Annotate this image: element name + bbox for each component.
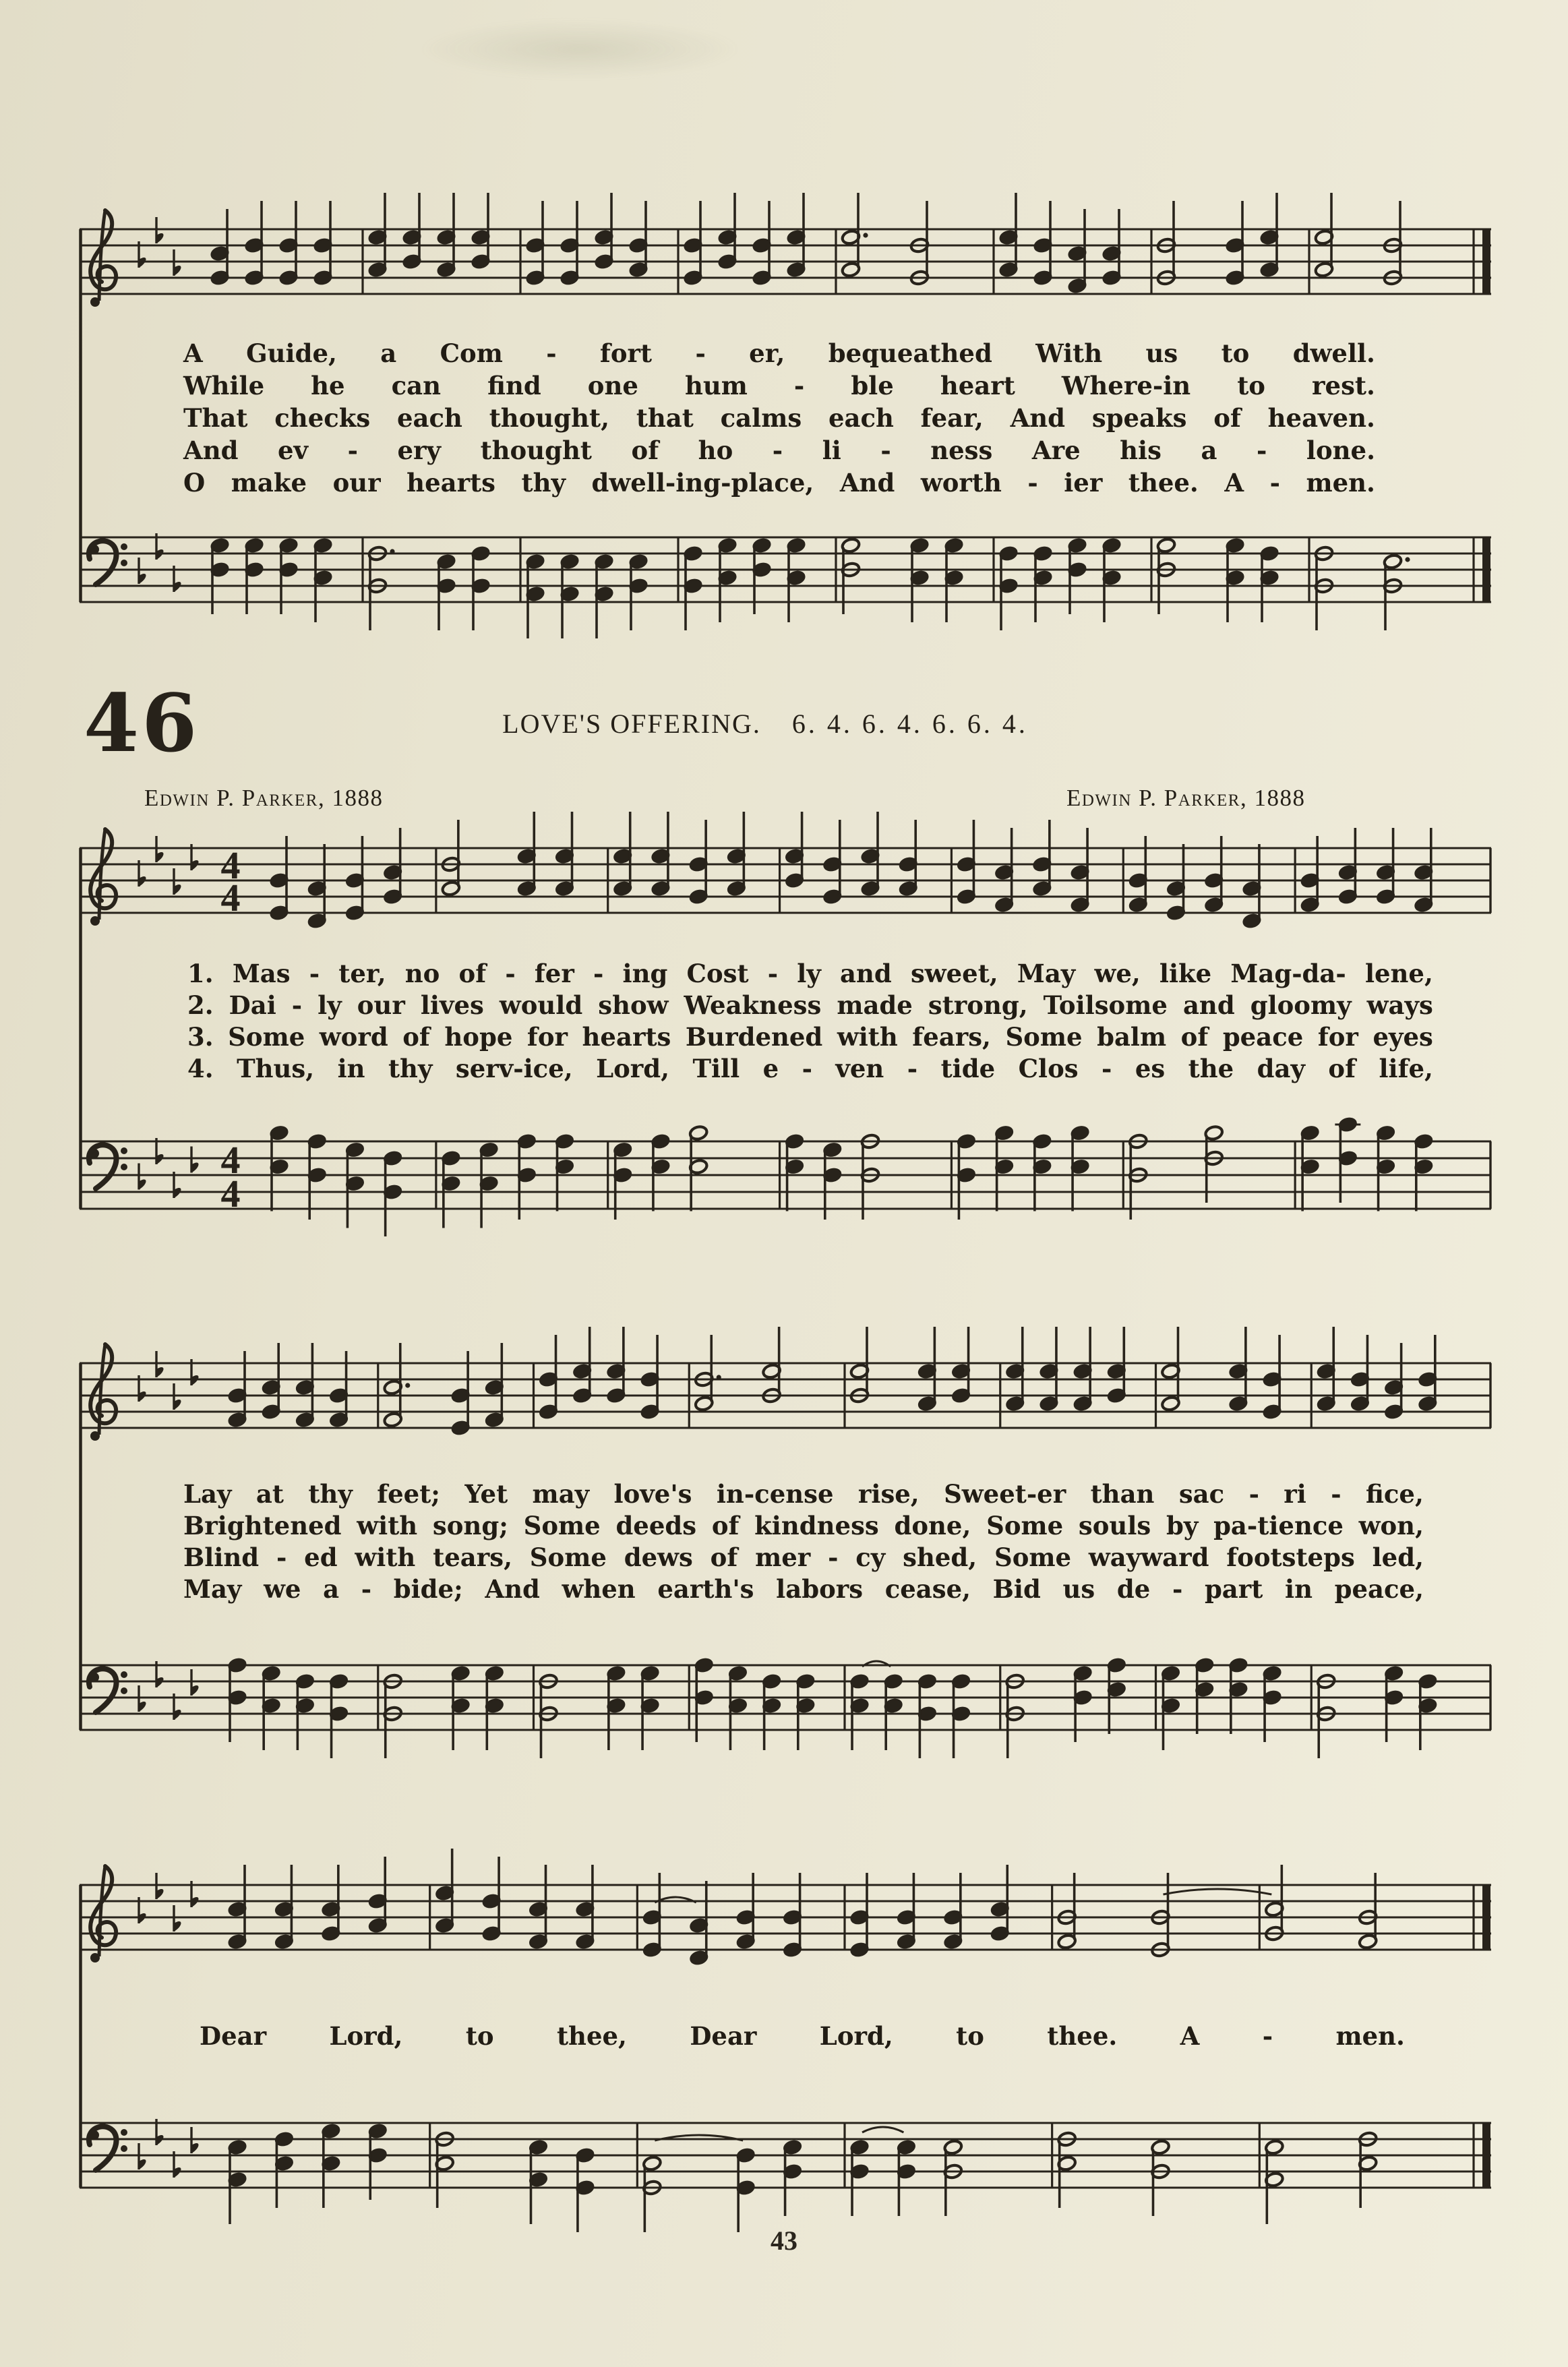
lyric-token: that — [636, 403, 694, 433]
lyric-token: lene, — [1364, 959, 1433, 988]
lyric-token: - — [828, 1542, 839, 1572]
lyric-token: of — [458, 959, 487, 988]
lyric-token: May — [183, 1574, 242, 1604]
lyric-token: ly — [318, 990, 342, 1020]
page-number: 43 — [771, 2225, 797, 2256]
lyric-token: - — [1257, 436, 1267, 465]
lyric-token: And — [485, 1574, 540, 1604]
lyric-token: Dear — [690, 2021, 757, 2051]
lyric-token: tears, — [433, 1542, 512, 1572]
lyric-token: balm — [1097, 1022, 1167, 1052]
lyric-token: a — [380, 338, 397, 368]
lyric-token: A — [183, 338, 203, 368]
lyric-token: dews — [624, 1542, 693, 1572]
lyric-token: e — [762, 1054, 779, 1083]
lyric-token: Dai — [229, 990, 276, 1020]
lyric-token: eyes — [1373, 1022, 1433, 1052]
lyric-token: he — [311, 371, 345, 400]
lyric-token: 2. — [187, 990, 214, 1020]
lyric-token: - — [695, 338, 706, 368]
lyric-line — [187, 1022, 1433, 1054]
lyric-token: may — [532, 1479, 590, 1509]
lyric-token: with — [357, 1511, 418, 1540]
lyric-token: ier — [1064, 468, 1103, 498]
lyric-token: show — [598, 990, 669, 1020]
lyric-token: heart — [940, 371, 1015, 400]
lyric-token: Burdened — [685, 1022, 823, 1052]
lyric-token: ho — [698, 436, 733, 465]
lyric-token: hum — [684, 371, 748, 400]
lyric-token: fer — [534, 959, 574, 988]
lyric-token: thought, — [489, 403, 610, 433]
lyric-token: checks — [274, 403, 371, 433]
lyric-line — [187, 959, 1433, 990]
lyric-token: labors — [776, 1574, 864, 1604]
lyric-token: ev — [278, 436, 309, 465]
lyric-line — [183, 1574, 1424, 1606]
lyric-token: Blind — [183, 1542, 260, 1572]
lyric-token: And — [1010, 403, 1066, 433]
lyric-token: er, — [749, 338, 785, 368]
lyric-token: - — [1027, 468, 1038, 498]
lyric-token: with — [355, 1542, 416, 1572]
lyric-token: men. — [1335, 2021, 1405, 2051]
lyric-token: of — [711, 1511, 740, 1540]
lyric-token: dwell-ing-place, — [591, 468, 814, 498]
lyric-token: Some — [986, 1511, 1064, 1540]
lyric-token: speaks — [1091, 403, 1187, 433]
lyric-token: made — [837, 990, 913, 1020]
lyric-token: - — [361, 1574, 372, 1604]
lyric-token: a — [1201, 436, 1217, 465]
lyric-token: thought — [480, 436, 592, 465]
lyric-token: - — [347, 436, 358, 465]
lyric-token: we — [264, 1574, 301, 1604]
lyric-token: fice, — [1365, 1479, 1424, 1509]
lyric-line — [183, 436, 1375, 468]
lyric-token: Com — [440, 338, 503, 368]
lyric-token: - — [767, 959, 779, 988]
svg-text:4: 4 — [220, 1138, 241, 1182]
lyric-token: ri — [1284, 1479, 1306, 1509]
lyric-token: rest. — [1312, 371, 1375, 400]
lyric-token: ing — [622, 959, 668, 988]
hymn-composer: Edwin P. Parker, 1888 — [1066, 785, 1306, 811]
lyric-token: thy — [521, 468, 566, 498]
lyric-token: de — [1116, 1574, 1151, 1604]
lyric-token: cy — [855, 1542, 886, 1572]
lyric-token: of — [1213, 403, 1241, 433]
lyric-token: Lord, — [596, 1054, 670, 1083]
lyric-token: and — [1182, 990, 1235, 1020]
lyric-line — [183, 403, 1375, 436]
lyric-token: to — [1237, 371, 1265, 400]
lyric-token: Lay — [183, 1479, 232, 1509]
lyric-token: of — [710, 1542, 738, 1572]
lyric-token: with — [837, 1022, 898, 1052]
lyric-token: sweet, — [910, 959, 998, 988]
lyric-token: lone. — [1306, 436, 1375, 465]
lyric-token: - — [802, 1054, 812, 1083]
lyric-token: mer — [755, 1542, 811, 1572]
lyric-token: tide — [940, 1054, 996, 1083]
lyric-token: Dear — [200, 2021, 267, 2051]
lyric-token: earth's — [657, 1574, 754, 1604]
lyric-token: love's — [613, 1479, 692, 1509]
lyric-token: - — [276, 1542, 287, 1572]
lyric-token: his — [1120, 436, 1162, 465]
lyric-token: of — [1180, 1022, 1209, 1052]
paper-bleedthrough-smudge — [418, 19, 742, 80]
lyric-token: done, — [894, 1511, 971, 1540]
lyric-token: ed — [304, 1542, 338, 1572]
lyric-token: thee. — [1047, 2021, 1118, 2051]
lyric-token: thy — [388, 1054, 433, 1083]
lyric-token: thy — [308, 1479, 353, 1509]
lyric-token: Lord, — [329, 2021, 403, 2051]
lyric-token: A — [1224, 468, 1244, 498]
lyric-token: - — [593, 959, 604, 988]
lyric-token: Cost — [686, 959, 749, 988]
lyric-token: no — [404, 959, 440, 988]
lyric-token: 4. — [187, 1054, 214, 1083]
lyric-token: we, — [1094, 959, 1141, 988]
lyric-token: dwell. — [1292, 338, 1375, 368]
lyric-token: song; — [432, 1511, 508, 1540]
lyric-token: day — [1257, 1054, 1305, 1083]
lyric-token: like — [1159, 959, 1212, 988]
lyric-token: our — [332, 468, 381, 498]
lyric-token: While — [183, 371, 265, 400]
lyric-token: strong, — [928, 990, 1028, 1020]
lyric-token: O — [183, 468, 206, 498]
lyric-token: Mag-da- — [1230, 959, 1346, 988]
lyric-token: hearts — [406, 468, 496, 498]
lyric-token: the — [1188, 1054, 1234, 1083]
lyric-token: - — [772, 436, 783, 465]
hymn-author: Edwin P. Parker, 1888 — [144, 785, 384, 811]
lyric-token: each — [828, 403, 894, 433]
lyric-token: of — [1328, 1054, 1356, 1083]
lyric-token: Are — [1031, 436, 1081, 465]
lyric-token: hearts — [582, 1022, 671, 1052]
lyric-token: word — [319, 1022, 388, 1052]
lyric-token: Weakness — [684, 990, 822, 1020]
lyric-token: thee, — [556, 2021, 627, 2051]
lyric-token: Some — [1005, 1022, 1083, 1052]
lyric-token: - — [793, 371, 805, 400]
lyric-token: us — [1062, 1574, 1095, 1604]
lyric-token: thee. — [1128, 468, 1199, 498]
lyric-token: li — [822, 436, 841, 465]
lyric-token: rise, — [857, 1479, 919, 1509]
lyric-token: worth — [920, 468, 1002, 498]
lyric-token: Guide, — [246, 338, 337, 368]
lyric-token: - — [1172, 1574, 1183, 1604]
lyric-token: make — [231, 468, 307, 498]
lyric-token: us — [1145, 338, 1178, 368]
lyric-token: can — [391, 371, 442, 400]
hymn-verse-lines-2 — [183, 1479, 1424, 1606]
lyric-token: in — [337, 1054, 365, 1083]
lyric-token: Where-in — [1061, 371, 1191, 400]
lyric-token: peace, — [1334, 1574, 1424, 1604]
lyric-token: deeds — [615, 1511, 697, 1540]
lyric-token: shed, — [903, 1542, 977, 1572]
lyric-token: footsteps — [1226, 1542, 1355, 1572]
lyric-token: 3. — [187, 1022, 214, 1052]
lyric-token: calms — [720, 403, 802, 433]
lyric-token: feet; — [377, 1479, 440, 1509]
lyric-token: - — [1248, 1479, 1259, 1509]
lyric-token: - — [907, 1054, 918, 1083]
lyric-token: serv-ice, — [455, 1054, 573, 1083]
lyric-token: Some — [529, 1542, 607, 1572]
lyric-token: than — [1090, 1479, 1155, 1509]
lyric-token: ter, — [338, 959, 386, 988]
lyric-token: ble — [851, 371, 894, 400]
lyric-token: Brightened — [183, 1511, 342, 1540]
lyric-token: gloomy — [1250, 990, 1352, 1020]
lyric-token: ways — [1366, 990, 1433, 1020]
lyric-token: ness — [930, 436, 993, 465]
lyric-token: - — [291, 990, 303, 1020]
lyric-token: Mas — [232, 959, 291, 988]
lyric-token: - — [1102, 1054, 1112, 1083]
lyric-token: Sweet-er — [944, 1479, 1066, 1509]
lyric-token: heaven. — [1267, 403, 1375, 433]
lyric-token: fort — [599, 338, 653, 368]
lyric-token: souls — [1078, 1511, 1151, 1540]
lyric-token: kindness — [754, 1511, 879, 1540]
svg-text:4: 4 — [220, 1172, 241, 1216]
lyric-token: Bid — [992, 1574, 1041, 1604]
lyric-token: in-cense — [716, 1479, 834, 1509]
lyric-token: Toilsome — [1043, 990, 1168, 1020]
lyric-token: Some — [228, 1022, 305, 1052]
lyric-token: part — [1204, 1574, 1263, 1604]
lyric-line — [183, 1542, 1424, 1574]
lyric-token: of — [402, 1022, 430, 1052]
lyric-token: And — [183, 436, 239, 465]
lyric-token: for — [526, 1022, 568, 1052]
lyric-line — [183, 1479, 1424, 1511]
lyric-token: bequeathed — [828, 338, 992, 368]
lyric-token: for — [1317, 1022, 1358, 1052]
lyric-token: pa-tience — [1213, 1511, 1344, 1540]
lyric-token: won, — [1358, 1511, 1424, 1540]
lyric-line — [183, 468, 1375, 500]
lyric-token: - — [546, 338, 557, 368]
lyric-token: With — [1035, 338, 1103, 368]
lyric-token: bide; — [393, 1574, 463, 1604]
lyric-token: - — [309, 959, 320, 988]
previous-hymn-lyrics — [183, 338, 1375, 500]
svg-text:4: 4 — [220, 843, 241, 887]
lyric-token: Lord, — [819, 2021, 893, 2051]
lyric-line — [187, 1054, 1433, 1085]
svg-text:4: 4 — [220, 876, 241, 920]
lyric-token: ven — [835, 1054, 884, 1083]
lyric-token: ery — [397, 436, 442, 465]
lyric-token: led, — [1372, 1542, 1424, 1572]
lyric-token: men. — [1306, 468, 1375, 498]
lyric-token: find — [487, 371, 541, 400]
hymn-title-row — [47, 708, 1483, 740]
lyric-token: lives — [420, 990, 484, 1020]
lyric-token: - — [505, 959, 516, 988]
lyric-token: sac — [1178, 1479, 1225, 1509]
lyric-token: Yet — [464, 1479, 508, 1509]
lyric-line — [200, 2021, 1405, 2054]
lyric-token: by — [1166, 1511, 1199, 1540]
lyric-token: Clos — [1018, 1054, 1079, 1083]
hymn-number: 46 — [84, 676, 200, 770]
lyric-token: life, — [1379, 1054, 1433, 1083]
lyric-token: A — [1180, 2021, 1200, 2051]
lyric-token: That — [183, 403, 248, 433]
lyric-token: Till — [692, 1054, 740, 1083]
lyric-token: in — [1285, 1574, 1313, 1604]
hymn-title: LOVE'S OFFERING. — [502, 709, 761, 739]
lyric-token: fears, — [912, 1022, 991, 1052]
lyric-token: hope — [444, 1022, 513, 1052]
lyric-token: each — [397, 403, 462, 433]
lyric-token: wayward — [1088, 1542, 1209, 1572]
lyric-token: - — [1331, 1479, 1341, 1509]
lyric-token: to — [465, 2021, 494, 2051]
hymn-final-line — [200, 2021, 1405, 2054]
lyric-line — [183, 338, 1375, 371]
lyric-token: - — [1262, 2021, 1273, 2051]
lyric-token: fear, — [920, 403, 984, 433]
lyric-token: a — [323, 1574, 340, 1604]
lyric-token: - — [1269, 468, 1280, 498]
lyric-token: to — [1221, 338, 1250, 368]
lyric-line — [183, 371, 1375, 403]
lyric-line — [183, 1511, 1424, 1542]
lyric-token: Some — [523, 1511, 601, 1540]
lyric-token: And — [839, 468, 895, 498]
lyric-line — [187, 990, 1433, 1022]
hymn-meter: 6. 4. 6. 4. 6. 6. 4. — [791, 709, 1028, 739]
hymn-verse-lines — [187, 959, 1433, 1085]
lyric-token: Thus, — [237, 1054, 315, 1083]
lyric-token: of — [631, 436, 659, 465]
lyric-token: one — [587, 371, 638, 400]
lyric-token: - — [880, 436, 891, 465]
lyric-token: ly — [797, 959, 821, 988]
lyric-token: and — [840, 959, 892, 988]
lyric-token: es — [1135, 1054, 1166, 1083]
lyric-token: to — [956, 2021, 984, 2051]
lyric-token: peace — [1222, 1022, 1304, 1052]
lyric-token: our — [357, 990, 405, 1020]
lyric-token: would — [499, 990, 583, 1020]
lyric-token: at — [255, 1479, 284, 1509]
lyric-token: when — [562, 1574, 636, 1604]
lyric-token: 1. — [187, 959, 214, 988]
lyric-token: cease, — [884, 1574, 971, 1604]
lyric-token: May — [1017, 959, 1076, 988]
lyric-token: Some — [994, 1542, 1072, 1572]
